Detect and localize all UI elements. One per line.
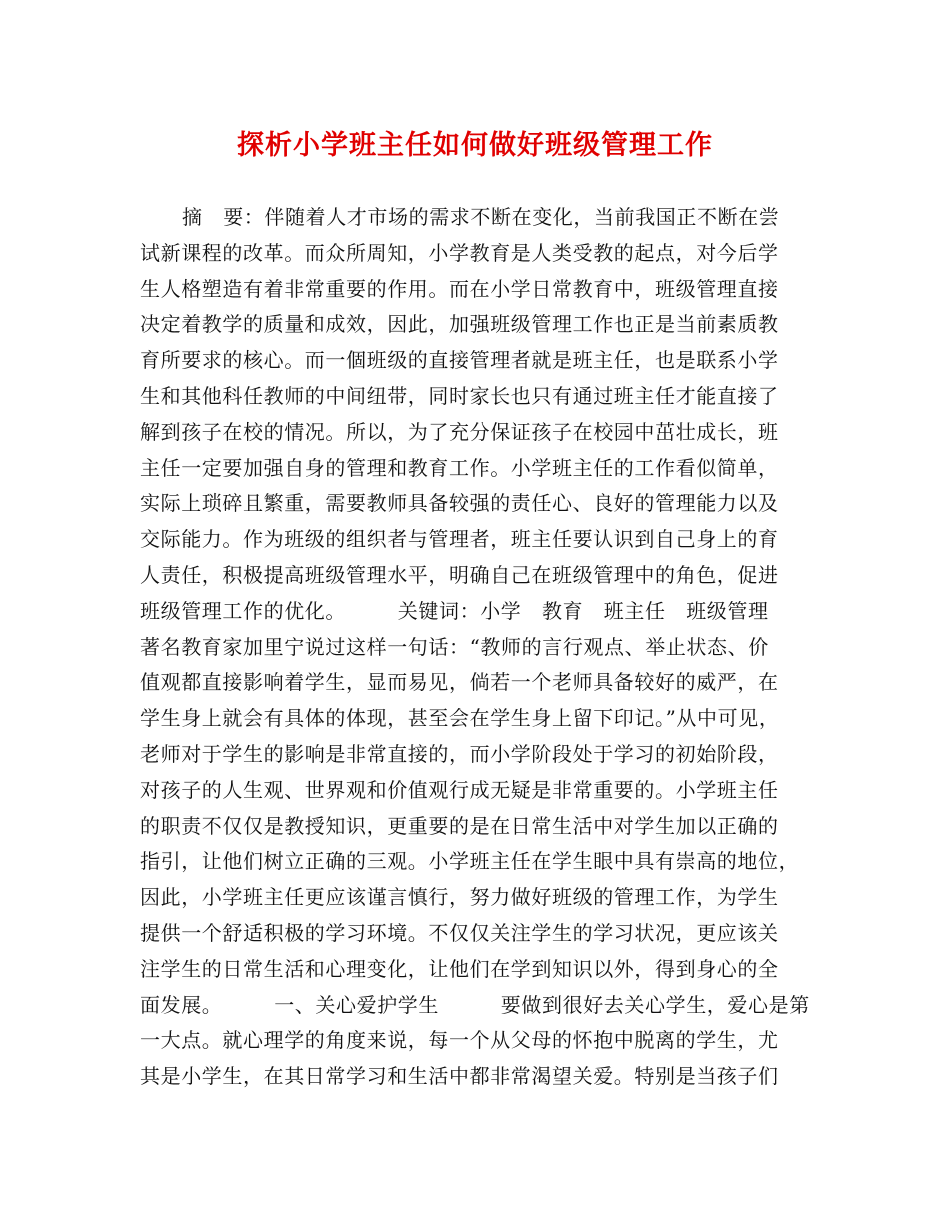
body-text-line: 提供一个舒适积极的学习环境。不仅仅关注学生的学习状况，更应该关	[140, 920, 779, 945]
body-text-line: 老师对于学生的影响是非常直接的，而小学阶段处于学习的初始阶段，	[140, 741, 779, 766]
body-text-line: 著名教育家加里宁说过这样一句话：“教师的言行观点、举止状态、价	[140, 634, 769, 659]
body-text-line: 生人格塑造有着非常重要的作用。而在小学日常教育中，班级管理直接	[140, 276, 779, 301]
body-text-line: 交际能力。作为班级的组织者与管理者，班主任要认识到自己身上的育	[140, 527, 779, 552]
body-text-line: 生和其他科任教师的中间纽带，同时家长也只有通过班主任才能直接了	[140, 383, 779, 408]
body-text-line: 育所要求的核心。而一個班级的直接管理者就是班主任，也是联系小学	[140, 348, 779, 373]
body-text-line: 因此，小学班主任更应该谨言慎行，努力做好班级的管理工作，为学生	[140, 885, 779, 910]
document-title: 探析小学班主任如何做好班级管理工作	[237, 130, 713, 161]
body-text-line: 的职责不仅仅是教授知识，更重要的是在日常生活中对学生加以正确的	[140, 813, 779, 838]
body-text-line: 解到孩子在校的情况。所以，为了充分保证孩子在校园中茁壮成长，班	[140, 419, 779, 444]
body-text-line: 一大点。就心理学的角度来说，每一个从父母的怀抱中脱离的学生，尤	[140, 1028, 779, 1053]
body-text-line: 面发展。 一、关心爱护学生 要做到很好去关心学生，爱心是第	[140, 992, 810, 1017]
body-text-line: 摘 要：伴随着人才市场的需求不断在变化，当前我国正不断在尝	[182, 205, 780, 229]
body-text-line: 学生身上就会有具体的体现，甚至会在学生身上留下印记。”从中可见，	[140, 706, 780, 731]
body-text-line: 值观都直接影响着学生，显而易见，倘若一个老师具备较好的威严，在	[140, 670, 779, 695]
body-text-line: 试新课程的改革。而众所周知，小学教育是人类受教的起点，对今后学	[140, 240, 779, 265]
body-text-line: 注学生的日常生活和心理变化，让他们在学到知识以外，得到身心的全	[140, 956, 779, 981]
body-text-line: 指引，让他们树立正确的三观。小学班主任在学生眼中具有崇高的地位，	[140, 849, 800, 874]
body-text-line: 决定着教学的质量和成效，因此，加强班级管理工作也正是当前素质教	[140, 312, 779, 337]
document-body	[140, 200, 830, 1095]
body-text-line: 人责任，积极提高班级管理水平，明确自己在班级管理中的角色，促进	[140, 562, 779, 587]
body-text-line: 其是小学生，在其日常学习和生活中都非常渴望关爱。特别是当孩子们	[140, 1064, 779, 1089]
body-text-line: 主任一定要加强自身的管理和教育工作。小学班主任的工作看似简单，	[140, 455, 779, 480]
body-text-line: 对孩子的人生观、世界观和价值观行成无疑是非常重要的。小学班主任	[140, 777, 779, 802]
body-text-line: 班级管理工作的优化。 关键词：小学 教育 班主任 班级管理	[140, 598, 769, 623]
body-text-line: 实际上琐碎且繁重，需要教师具备较强的责任心、良好的管理能力以及	[140, 491, 779, 516]
